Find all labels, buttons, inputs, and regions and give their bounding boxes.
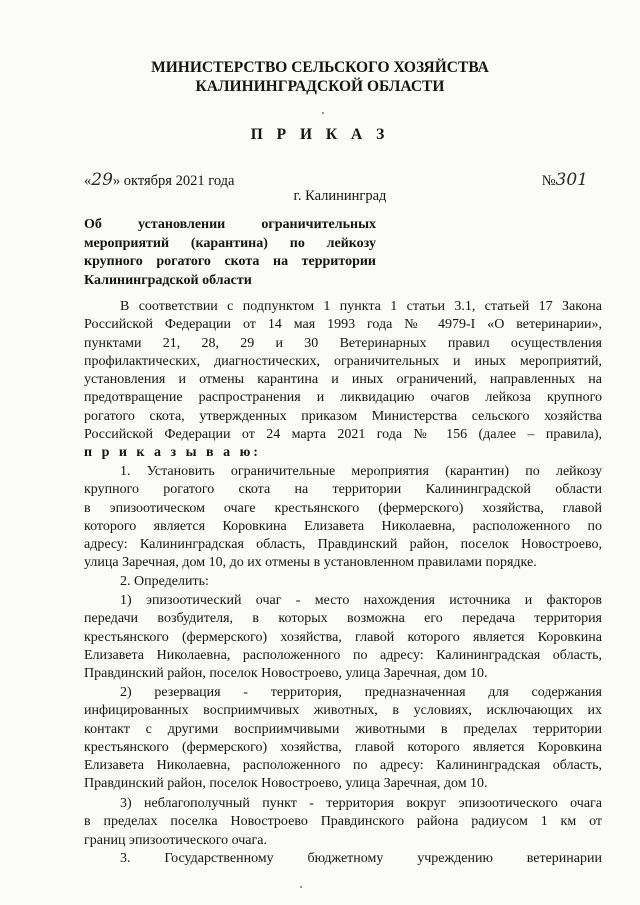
item-2-3-line: в пределах поселка Новостроево Правдинского района радиусом 1 км от <box>84 814 602 830</box>
subject-line: крупного рогатого скота на территории <box>84 254 376 269</box>
item-3 <box>84 850 602 868</box>
subject-line: Калининградской области <box>84 272 252 288</box>
item-2-heading: 2. Определить: <box>120 573 209 589</box>
item-2-2 <box>84 684 602 794</box>
order-date <box>84 170 234 190</box>
preamble-line: предотвращение распространения и ликвидацию очагов лейкоза крупного <box>84 390 602 406</box>
preamble-line: В соответствии с подпунктом 1 пункта 1 статьи 3.1, статьей 17 Закона <box>120 299 602 314</box>
scan-speck <box>300 886 302 888</box>
date-day-handwritten: 29 <box>91 170 113 190</box>
item-2-2-line: Елизавета Николаевна, расположенного по адресу: Калининградская область, <box>84 758 602 774</box>
item-2-3 <box>84 795 602 850</box>
item-2-1-line: Правдинский район, поселок Новостроево, улица Заречная, дом 10. <box>84 666 488 682</box>
item-2-3-line: 3) неблагополучный пункт - территория вокруг эпизоотического очага <box>120 796 602 811</box>
item-1-line: улица Заречная, дом 10, до их отмены в установленном правилами порядке. <box>84 555 537 571</box>
order-number <box>542 170 588 190</box>
order-title: П Р И К А З <box>250 126 390 143</box>
item-2-1-line: передачи возбудителя, в которых возможна его передача территория <box>84 611 602 627</box>
preamble-line: установления и отмены карантина и иных ограничений, направленных на <box>84 372 602 388</box>
scan-speck <box>322 112 324 114</box>
item-1-line: крупного рогатого скота на территории Калининградской области <box>84 482 602 498</box>
item-2-2-line: контакт с другими восприимчивыми животными в пределах территории <box>84 721 602 737</box>
item-1-line: которого является Коровкина Елизавета Николаевна, расположенного по <box>84 518 602 534</box>
preamble-line: рогатого скота, утвержденных приказом Министерства сельского хозяйства <box>84 408 602 424</box>
preamble-line: Российской Федерации от 24 марта 2021 года № 156 (далее – правила), <box>84 427 602 443</box>
item-1-line: адресу: Калининградская область, Правдинский район, поселок Новостроево, <box>84 537 602 553</box>
ministry-line-2: КАЛИНИНГРАДСКОЙ ОБЛАСТИ <box>195 78 445 95</box>
item-1-line: в эпизоотическом очаге крестьянского (фермерского) хозяйства, главой <box>84 500 602 516</box>
item-2-2-line: 2) резервация - территория, предназначенная для содержания <box>120 685 602 700</box>
item-2-2-line: Правдинский район, поселок Новостроево, улица Заречная, дом 10. <box>84 776 488 792</box>
item-2-2-line: инфицированных восприимчивых животных, в условиях, исключающих их <box>84 703 602 719</box>
ministry-header <box>0 58 640 96</box>
subject-line: мероприятий (карантина) по лейкозу <box>84 235 376 251</box>
preamble-line: Российской Федерации от 14 мая 1993 года № 4979-I «О ветеринарии», <box>84 317 602 333</box>
item-2-2-line: крестьянского (фермерского) хозяйства, главой которого является Коровкина <box>84 739 602 755</box>
order-word: п р и к а з ы в а ю: <box>84 445 261 461</box>
order-city: г. Калининград <box>293 188 387 204</box>
item-2-1 <box>84 592 602 683</box>
date-suffix: » октября 2021 года <box>112 173 235 189</box>
item-2-1-line: 1) эпизоотический очаг - место нахождения источника и факторов <box>120 593 602 608</box>
item-1 <box>84 463 602 591</box>
subject-line: Об установлении ограничительных <box>84 217 376 232</box>
item-2-3-line: границ эпизоотического очага. <box>84 832 267 848</box>
item-2-1-line: крестьянского (фермерского) хозяйства, главой которого является Коровкина <box>84 629 602 645</box>
ministry-line-1: МИНИСТЕРСТВО СЕЛЬСКОГО ХОЗЯЙСТВА <box>151 59 489 76</box>
item-2-1-line: Елизавета Николаевна, расположенного по адресу: Калининградская область, <box>84 647 602 663</box>
order-subject <box>84 216 376 290</box>
preamble <box>84 298 602 463</box>
number-prefix: № <box>541 173 556 189</box>
preamble-line: пунктами 21, 28, 29 и 30 Ветеринарных правил осуществления <box>84 335 602 351</box>
date-prefix: « <box>84 173 92 189</box>
item-1-line: 1. Установить ограничительные мероприятия (карантин) по лейкозу <box>120 464 602 479</box>
number-handwritten: 301 <box>555 170 588 190</box>
item-3-line: 3. Государственному бюджетному учреждению ветеринарии <box>120 851 602 866</box>
preamble-line: профилактических, диагностических, ограничительных и иных мероприятий, <box>84 353 602 369</box>
